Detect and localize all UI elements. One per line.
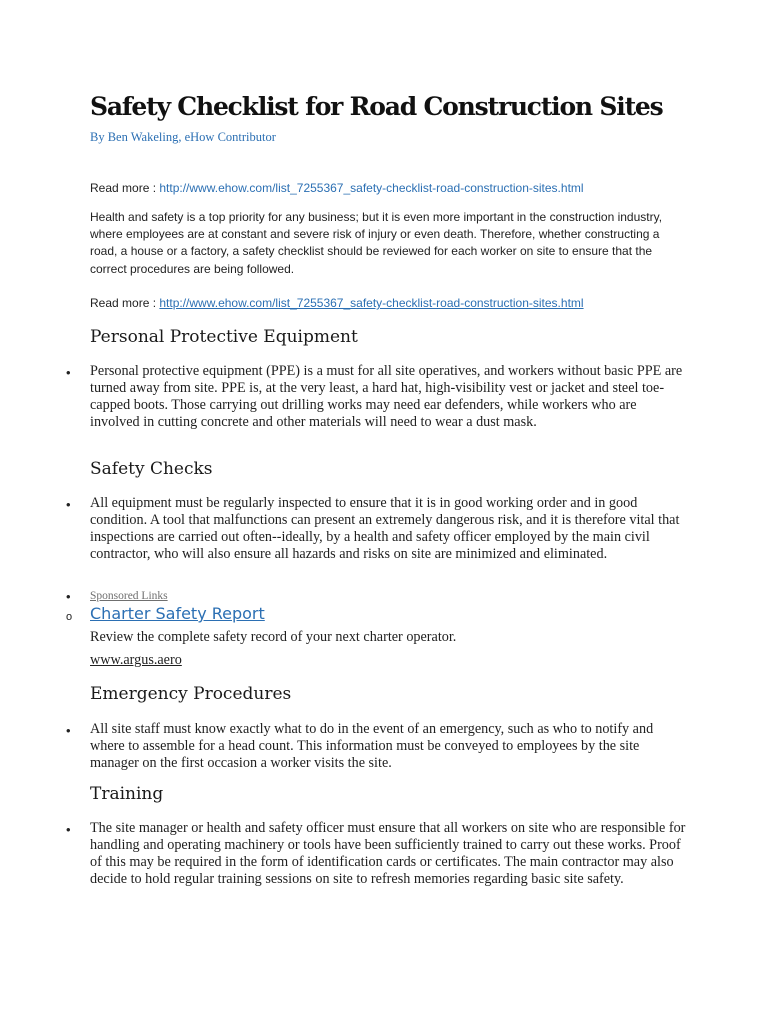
sponsored-ad-title-link[interactable]: Charter Safety Report (90, 604, 265, 623)
section-heading-training: Training (90, 784, 164, 804)
bullet-icon: • (66, 822, 71, 837)
read-more-link[interactable]: http://www.ehow.com/list_7255367_safety-checklist-road-construction-sites.html (159, 296, 584, 310)
section-heading-ppe: Personal Protective Equipment (90, 327, 358, 347)
sponsored-links-label[interactable]: Sponsored Links (90, 590, 168, 602)
circle-bullet-icon: o (66, 611, 73, 623)
section-heading-safety-checks: Safety Checks (90, 459, 213, 479)
intro-paragraph: Health and safety is a top priority for any business; but it is even more important in the construction industry, where employees are at constant and severe risk of injury or even death. Therefore, whether constructing a road, a house or a factory, a safety checklist should be reviewed for each worker on site to ensure that the correct procedures are being followed. (90, 210, 663, 276)
read-more-label: Read more : (90, 296, 160, 310)
read-more-link[interactable]: http://www.ehow.com/list_7255367_safety-checklist-road-construction-sites.html (159, 181, 584, 195)
bullet-icon: • (66, 723, 71, 738)
bullet-icon: • (66, 497, 71, 512)
author-byline[interactable]: By Ben Wakeling, eHow Contributor (90, 130, 276, 144)
read-more-line-top (90, 181, 584, 195)
section-text-training: The site manager or health and safety officer must ensure that all workers on site who are responsible for handling and operating machinery or tools have been sufficiently trained to carry out these works. Proof of this may be required in the form of identification cards or certificates. The main contractor may also decide to hold regular training sessions on site to refresh memories regarding basic site safety. (90, 820, 686, 888)
read-more-label: Read more : (90, 181, 160, 195)
section-text-safety-checks: All equipment must be regularly inspected to ensure that it is in good working order and in good condition. A tool that malfunctions can present an extremely dangerous risk, and it is therefore vital that inspections are carried out often--ideally, by a health and safety officer employed by the main civil contractor, who will also ensure all hazards and risks on site are minimized and eliminated. (90, 495, 680, 563)
sponsored-ad-url-link[interactable]: www.argus.aero (90, 652, 182, 668)
read-more-line-bottom (90, 296, 584, 310)
article-title: Safety Checklist for Road Construction Sites (90, 92, 663, 121)
section-text-emergency: All site staff must know exactly what to do in the event of an emergency, such as who to notify and where to assemble for a head count. This information must be conveyed to employees by the site manager on the first occasion a worker visits the site. (90, 721, 654, 772)
bullet-icon: • (66, 365, 71, 380)
section-text-ppe: Personal protective equipment (PPE) is a must for all site operatives, and workers without basic PPE are turned away from site. PPE is, at the very least, a hard hat, high-visibility vest or jacket and steel toe-capped boots. Those carrying out drilling works may need ear defenders, while workers who are involved in cutting concrete and other materials will need to wear a dust mask. (90, 363, 683, 431)
bullet-icon: • (66, 589, 71, 604)
section-heading-emergency: Emergency Procedures (90, 684, 292, 704)
sponsored-ad-description: Review the complete safety record of your next charter operator. (90, 629, 457, 645)
